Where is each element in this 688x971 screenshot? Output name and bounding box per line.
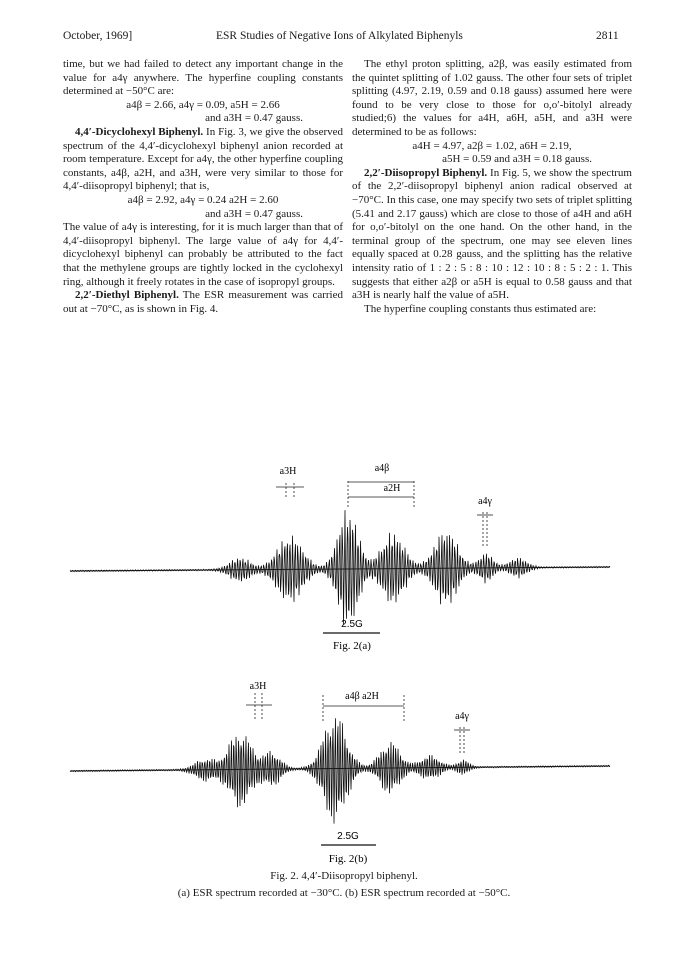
section-heading: 2,2′-Diisopropyl Biphenyl. xyxy=(364,166,488,179)
figure-subcaption: (a) ESR spectrum recorded at −30°C. (b) ESR spectrum recorded at −50°C. xyxy=(177,887,511,899)
paragraph: The ethyl proton splitting, a2β, was easily estimated from the quintet splitting of 1.02 gauss. The other four sets of triplet splitting (4.97, 2.19, 0.59 and 0.18 gauss) assumed here were found to be very close to those for o,o′-bitolyl already studied;6) the values for a4H, a6H, a5H, and a3H were determined to be as follows: xyxy=(352,58,632,138)
figure-caption: Fig. 2. 4,4′-Diisopropyl biphenyl. xyxy=(270,870,418,882)
spectrum-a xyxy=(70,463,610,652)
paragraph: The value of a4γ is interesting, for it is much larger than that of 4,4′-diisopropyl biphenyl. The large value of a4γ for 4,4′-dicyclohexyl biphenyl can probably be attributed to the fact that the methylene groups are tightly locked in the cyclohexyl ring, although it freely rotates in the case of isopropyl groups. xyxy=(63,221,343,288)
equation: a5H = 0.59 and a3H = 0.18 gauss. xyxy=(442,153,592,166)
spectrum-b xyxy=(70,681,610,865)
label-a4b-a2h: a4β a2H xyxy=(345,691,379,702)
spectrum-b-trace xyxy=(70,718,610,823)
running-header-date: October, 1969] xyxy=(63,30,133,42)
page-number: 2811 xyxy=(596,30,619,42)
label-a4g: a4γ xyxy=(455,711,469,722)
figure-caption-a: Fig. 2(a) xyxy=(333,640,371,652)
scale-label-b: 2.5G xyxy=(337,831,359,842)
equation: and a3H = 0.47 gauss. xyxy=(205,207,303,220)
paragraph-text: In Fig. 5, we show the spectrum of the 2,2′-diisopropyl biphenyl anion radical observed at −70°C. In this case, one may specify two sets of triplet splitting (5.41 and 2.17 gauss) which are close to those of a4H and a6H for o,o′-bitolyl on the one hand. On the other hand, in the terminal group of the spectrum, one may see eleven lines equally spaced at 0.28 gauss, and the splitting has the relative intensity ratio of 1 : 2 : 5 : 8 : 10 : 12 : 10 : 8 : 5 : 2 : 1. This suggests that either a2β or a5H is equal to 0.58 gauss and that a3H is nearly half the value of a5H. xyxy=(352,166,632,302)
running-header-title: ESR Studies of Negative Ions of Alkylated Biphenyls xyxy=(216,30,463,42)
paragraph: The hyperfine coupling constants thus estimated are: xyxy=(364,302,597,315)
section-heading: 4,4′-Dicyclohexyl Biphenyl. xyxy=(75,125,204,138)
paragraph-text: The ESR measurement was carried out at −70°C, as is shown in Fig. 4. xyxy=(63,289,343,315)
label-a2h: a2H xyxy=(383,483,401,494)
equation: and a3H = 0.47 gauss. xyxy=(205,112,303,125)
paragraph-text: In Fig. 3, we give the observed spectrum of the 4,4′-dicyclohexyl biphenyl anion recorded at room temperature. Except for a4γ, the other hyperfine coupling constants, a4β, a2H, and a3H, were very similar to those for 4,4′-diisopropyl biphenyl; that is, xyxy=(63,125,343,193)
paragraph: time, but we had failed to detect any important change in the value for a4γ anywhere. The hyperfine coupling constants determined at −50°C are: xyxy=(63,58,343,98)
section-heading: 2,2′-Diethyl Biphenyl. xyxy=(75,289,179,302)
label-a3h: a3H xyxy=(279,466,297,477)
equation: a4β = 2.66, a4γ = 0.09, a5H = 2.66 xyxy=(126,98,280,111)
figure-caption-b: Fig. 2(b) xyxy=(328,853,368,865)
equation: a4β = 2.92, a4γ = 0.24 a2H = 2.60 xyxy=(127,193,279,206)
scale-label-a: 2.5G xyxy=(341,619,363,630)
spectrum-a-trace xyxy=(70,510,610,624)
label-a4g: a4γ xyxy=(478,496,492,507)
equation: a4H = 4.97, a2β = 1.02, a6H = 2.19, xyxy=(412,139,572,152)
label-a3h: a3H xyxy=(249,681,267,692)
label-a4b: a4β xyxy=(374,463,390,474)
